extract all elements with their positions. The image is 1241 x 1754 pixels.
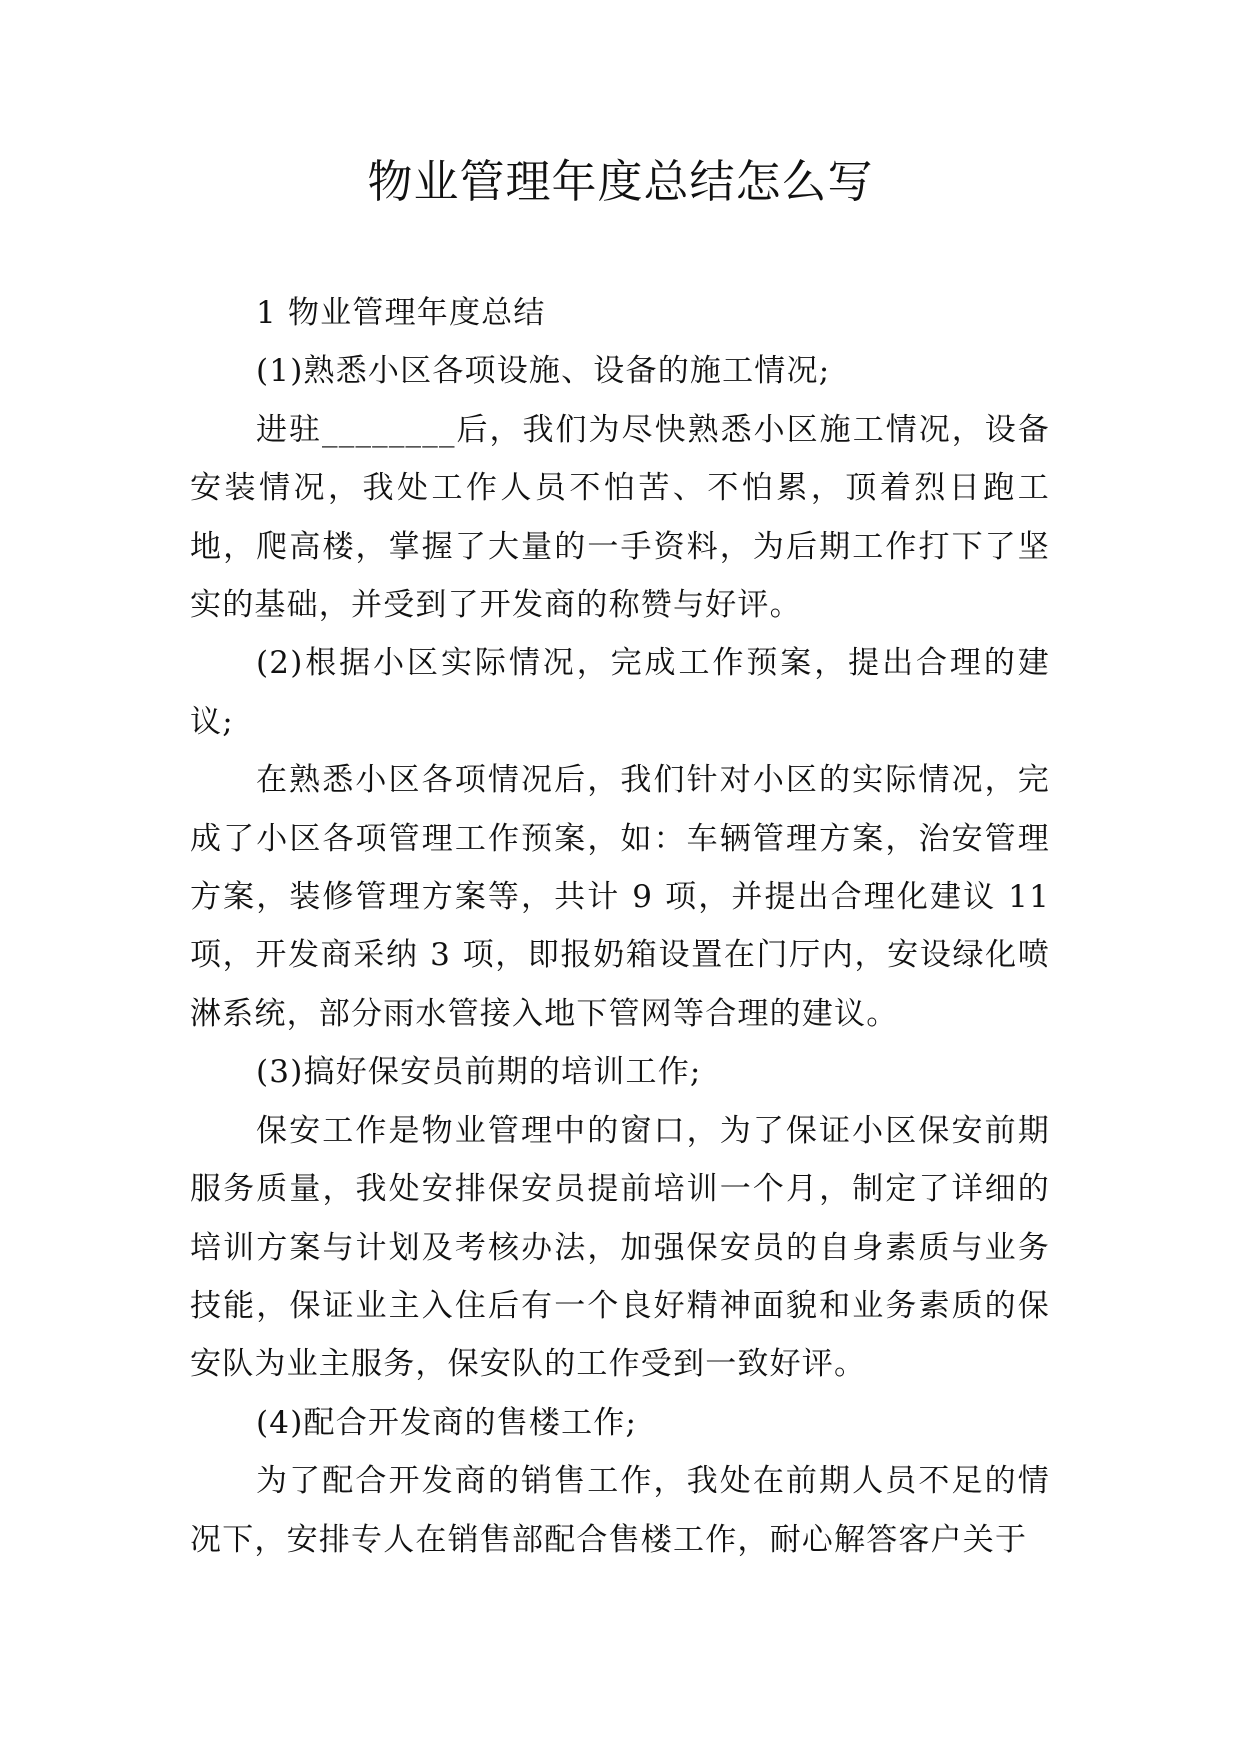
subsection-heading: (2)根据小区实际情况，完成工作预案，提出合理的建议; bbox=[190, 645, 1050, 740]
paragraph: 进驻________后，我们为尽快熟悉小区施工情况，设备安装情况，我处工作人员不怕苦、不怕累，顶着烈日跑工地，爬高楼，掌握了大量的一手资料，为后期工作打下了坚实的基础，并受到了开发商的称赞与好评。 bbox=[190, 411, 1050, 624]
subsection-heading: (4)配合开发商的售楼工作; bbox=[256, 1404, 638, 1441]
paragraph: 保安工作是物业管理中的窗口，为了保证小区保安前期服务质量，我处安排保安员提前培训一个月，制定了详细的培训方案与计划及考核办法，加强保安员的自身素质与业务技能，保证业主入住后有一个良好精神面貌和业务素质的保安队为业主服务，保安队的工作受到一致好评。 bbox=[190, 1112, 1050, 1383]
section-heading: 1 物业管理年度总结 bbox=[256, 295, 546, 331]
subsection-heading: (3)搞好保安员前期的培训工作; bbox=[256, 1054, 702, 1091]
paragraph: 为了配合开发商的销售工作，我处在前期人员不足的情况下，安排专人在销售部配合售楼工作，耐心解答客户关于 bbox=[190, 1463, 1050, 1558]
document-title: 物业管理年度总结怎么写 bbox=[367, 155, 874, 208]
subsection-heading: (1)熟悉小区各项设施、设备的施工情况; bbox=[256, 353, 831, 390]
document-body bbox=[190, 284, 1050, 1569]
paragraph: 在熟悉小区各项情况后，我们针对小区的实际情况，完成了小区各项管理工作预案，如：车辆管理方案，治安管理方案，装修管理方案等，共计 9 项，并提出合理化建议 11 项，开发商采纳 3 项，即报奶箱设置在门厅内，安设绿化喷淋系统，部分雨水管接入地下管网等合理的建议。 bbox=[190, 762, 1050, 1032]
